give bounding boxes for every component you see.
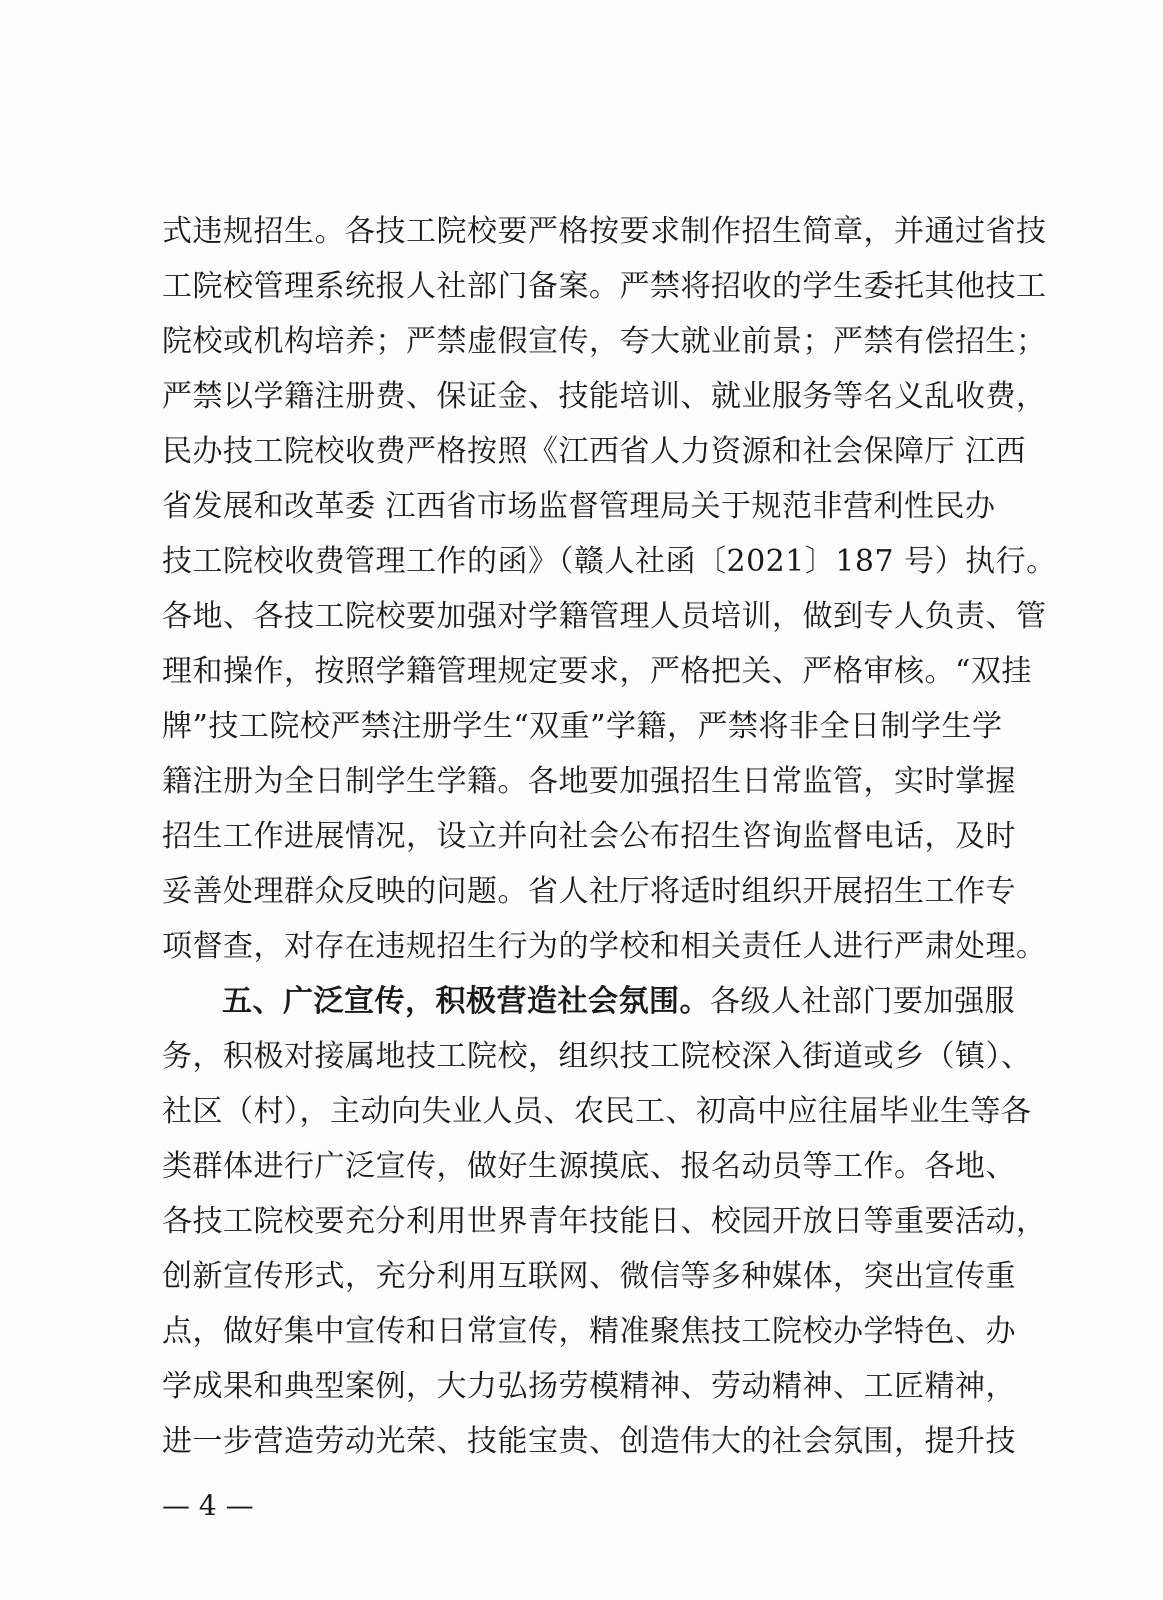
paragraph-line: 式违规招生。各技工院校要严格按要求制作招生简章，并通过省技 — [162, 214, 1047, 249]
paragraph-line: 院校或机构培养；严禁虚假宣传，夸大就业前景；严禁有偿招生； — [162, 324, 1047, 359]
paragraph-line: 创新宣传形式，充分利用互联网、微信等多种媒体，突出宣传重 — [162, 1259, 1016, 1294]
paragraph-line: 技工院校收费管理工作的函》（赣人社函〔2021〕187 号）执行。 — [162, 544, 1057, 579]
paragraph-line: 务，积极对接属地技工院校，组织技工院校深入街道或乡（镇）、 — [162, 1039, 1032, 1074]
paragraph-line: 籍注册为全日制学生学籍。各地要加强招生日常监管，实时掌握 — [162, 764, 1016, 799]
paragraph-line: 点，做好集中宣传和日常宣传，精准聚焦技工院校办学特色、办 — [162, 1314, 1016, 1349]
paragraph-line: 类群体进行广泛宣传，做好生源摸底、报名动员等工作。各地、 — [162, 1149, 1016, 1184]
paragraph-line: 妥善处理群众反映的问题。省人社厅将适时组织开展招生工作专 — [162, 874, 1016, 909]
paragraph-line: 各地、各技工院校要加强对学籍管理人员培训，做到专人负责、管 — [162, 599, 1047, 634]
paragraph-line: 牌”技工院校严禁注册学生“双重”学籍，严禁将非全日制学生学 — [162, 709, 1003, 744]
paragraph-line: 工院校管理系统报人社部门备案。严禁将招收的学生委托其他技工 — [162, 269, 1047, 304]
paragraph-line: 学成果和典型案例，大力弘扬劳模精神、劳动精神、工匠精神， — [162, 1369, 1016, 1404]
section5-first-line — [222, 976, 1015, 1028]
paragraph-line: 民办技工院校收费严格按照《江西省人力资源和社会保障厅 江西 — [162, 434, 1027, 469]
section5-heading: 五、广泛宣传，积极营造社会氛围。 — [222, 984, 710, 1019]
paragraph-line: 社区（村），主动向失业人员、农民工、初高中应往届毕业生等各 — [162, 1094, 1032, 1129]
paragraph-line: 省发展和改革委 江西省市场监督管理局关于规范非营利性民办 — [162, 489, 996, 524]
paragraph-line: 进一步营造劳动光荣、技能宝贵、创造伟大的社会氛围，提升技 — [162, 1424, 1016, 1459]
paragraph-line: 各技工院校要充分利用世界青年技能日、校园开放日等重要活动， — [162, 1204, 1047, 1239]
paragraph-line: 理和操作，按照学籍管理规定要求，严格把关、严格审核。“双挂 — [162, 654, 1032, 689]
section5-first-rest: 各级人社部门要加强服 — [710, 984, 1015, 1019]
paragraph-line: 项督查，对存在违规招生行为的学校和相关责任人进行严肃处理。 — [162, 929, 1047, 964]
paragraph-line: 严禁以学籍注册费、保证金、技能培训、就业服务等名义乱收费， — [162, 379, 1047, 414]
page-number: — 4 — — [162, 1489, 254, 1522]
paragraph-line: 招生工作进展情况，设立并向社会公布招生咨询监督电话，及时 — [162, 819, 1016, 854]
